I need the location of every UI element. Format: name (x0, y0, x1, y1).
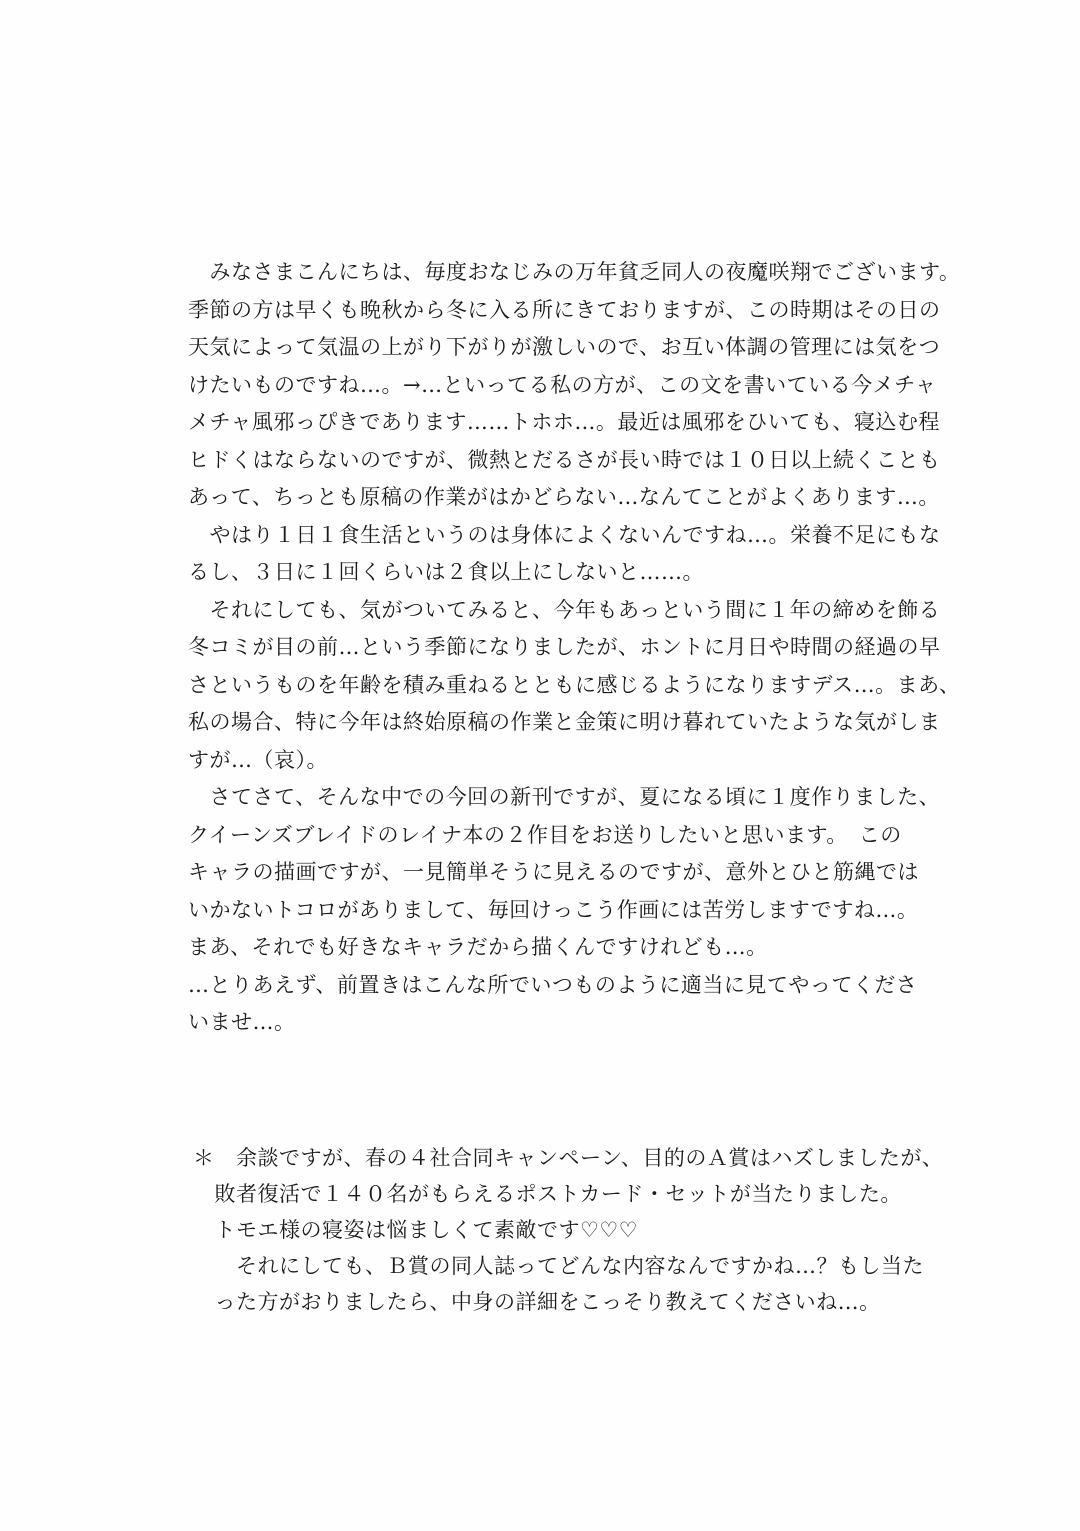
text-line: さというものを年齢を積み重ねるとともに感じるようになりますデス…。まあ、 (188, 672, 961, 697)
text-line: キャラの描画ですが、一見簡単そうに見えるのですが、意外とひと筋縄では (188, 860, 919, 884)
text-line: まあ、それでも好きなキャラだから描くんですけれども…。 (188, 935, 768, 959)
note-line: 敗者復活で１４０名がもらえるポストカード・セットが当たりました。 (193, 1182, 902, 1206)
text-line: 季節の方は早くも晩秋から冬に入る所にきておりますが、この時期はその日の (188, 297, 941, 322)
text-line: いませ…。 (188, 1010, 296, 1034)
text-line: けたいものですね…。→…といってる私の方が、この文を書いている今メチャ (188, 372, 937, 397)
text-line: ヒドくはならないのですが、微熱とだるさが長い時では１０日以上続くことも (188, 447, 941, 472)
note-line: それにしても、Ｂ賞の同人誌ってどんな内容なんですかね…？もし当た (193, 1254, 924, 1278)
postscript-note (193, 1140, 953, 1320)
text-line: いかないトコロがありまして、毎回けっこう作画には苦労しますですね…。 (188, 897, 919, 922)
text-line: さてさて、そんな中での今回の新刊ですが、夏になる頃に１度作りました、 (188, 785, 941, 809)
note-line: ＊ 余談ですが、春の４社合同キャンペーン、目的のＡ賞はハズしましたが、 (193, 1146, 944, 1170)
text-line: 冬コミが目の前…という季節になりましたが、ホントに月日や時間の経過の早 (188, 635, 941, 659)
text-line: るし、３日に１回くらいは２食以上にしないと……。 (188, 560, 704, 584)
text-line: みなさまこんにちは、毎度おなじみの万年貧乏同人の夜魔咲翔でございます。 (188, 260, 961, 284)
text-line: あって、ちっとも原稿の作業がはかどらない…なんてことがよくあります…。 (188, 485, 940, 509)
text-line: すが…（哀）。 (188, 747, 328, 772)
text-line: クイーンズブレイドのレイナ本の２作目をお送りしたいと思います。 この (188, 822, 902, 847)
text-line: やはり１日１食生活というのは身体によくないんですね…。栄養不足にもな (188, 522, 941, 547)
text-line: 天気によって気温の上がり下がりが激しいので、お互い体調の管理には気をつ (188, 335, 941, 359)
text-line: 私の場合、特に今年は終始原稿の作業と金策に明け暮れていたような気がしま (188, 710, 941, 734)
text-line: …とりあえず、前置きはこんな所でいつものように適当に見てやってくださ (188, 972, 918, 997)
note-line: トモエ様の寝姿は悩ましくて素敵です♡♡♡ (193, 1218, 638, 1242)
text-line: それにしても、気がついてみると、今年もあっという間に１年の締めを飾る (188, 597, 941, 622)
note-line: った方がおりましたら、中身の詳細をこっそり教えてくださいね…。 (193, 1290, 881, 1314)
main-text-block (188, 254, 961, 1042)
text-line: メチャ風邪っぴきであります……トホホ…。最近は風邪をひいても、寝込む程 (188, 410, 940, 434)
